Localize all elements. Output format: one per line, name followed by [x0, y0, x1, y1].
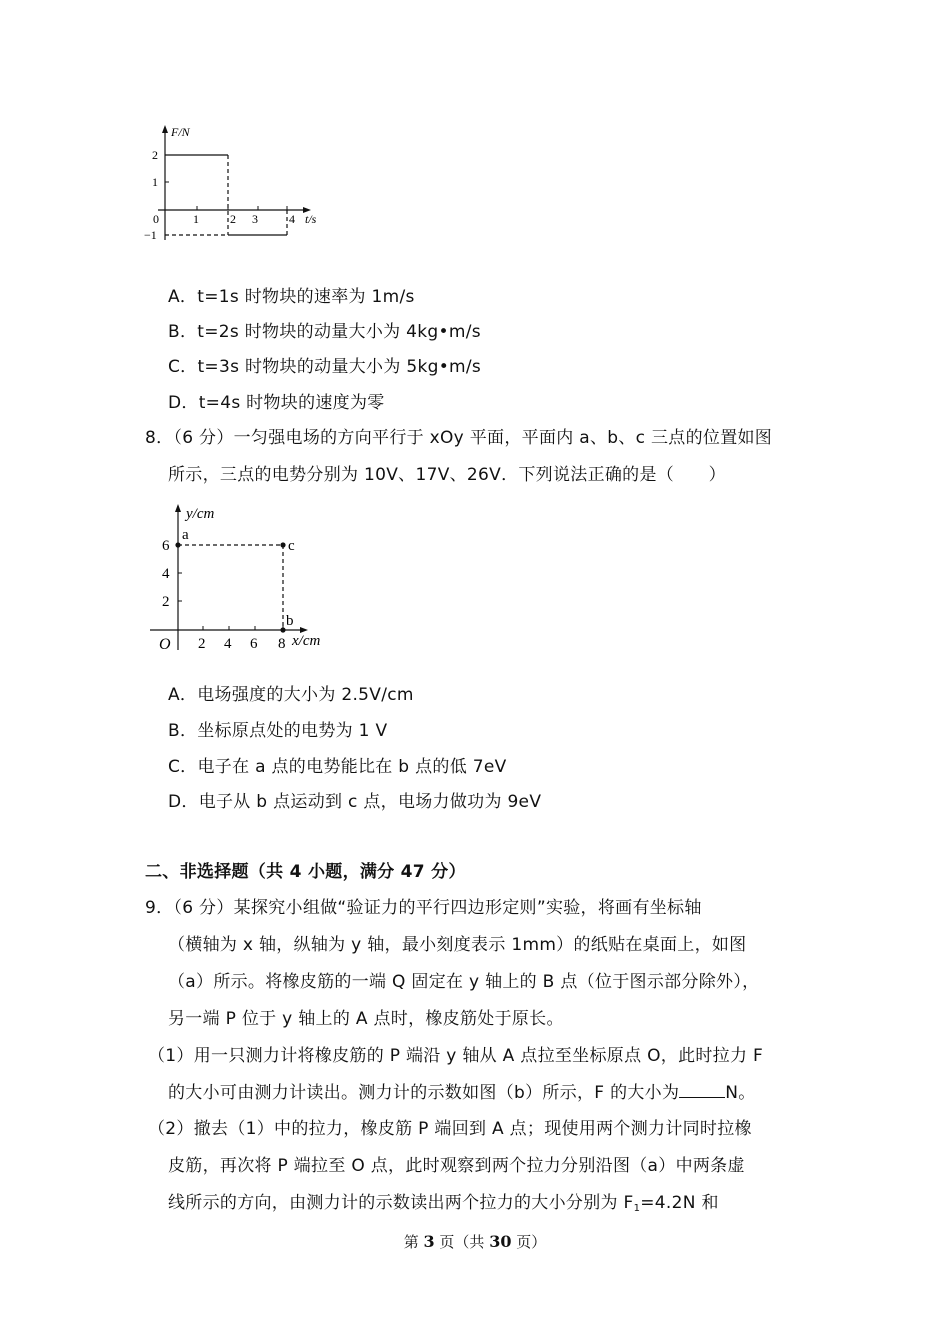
q8-stem-line2: 所示，三点的电势分别为 10V、17V、26V．下列说法正确的是（ ） — [168, 465, 726, 485]
y-tick-label: 2 — [162, 594, 170, 610]
x-tick-label: 4 — [224, 636, 232, 652]
x-tick-label: 1 — [193, 212, 199, 226]
origin-label: 0 — [153, 212, 159, 226]
q8-option-c: C．电子在 a 点的电势能比在 b 点的低 7eV — [168, 757, 507, 777]
point-c-label: c — [288, 538, 295, 554]
force-time-graph — [140, 122, 340, 247]
q9-stem-line1: 9．（6 分）某探究小组做“验证力的平行四边形定则”实验，将画有坐标轴 — [145, 898, 702, 918]
y-axis-arrow — [162, 125, 168, 133]
x-tick-label: 4 — [289, 212, 295, 226]
footer-pre: 第 — [403, 1233, 424, 1251]
q9-stem-line2: （横轴为 x 轴，纵轴为 y 轴，最小刻度表示 1mm）的纸贴在桌面上，如图 — [168, 935, 747, 955]
page-number: 3 — [423, 1232, 435, 1251]
q7-option-a: A．t=1s 时物块的速率为 1m/s — [168, 287, 415, 307]
y-tick-label: 6 — [162, 538, 170, 554]
x-tick-label: 2 — [230, 212, 236, 226]
x-axis-label: x/cm — [292, 633, 321, 649]
y-tick-label: −1 — [144, 228, 157, 242]
q9-part2-text: 线所示的方向，由测力计的示数读出两个拉力的大小分别为 F — [168, 1193, 634, 1213]
x-tick-label: 2 — [198, 636, 206, 652]
total-pages: 30 — [489, 1232, 512, 1251]
x-axis-label: t/s — [305, 212, 317, 226]
y-tick-label: 2 — [152, 148, 158, 162]
q7-option-d: D．t=4s 时物块的速度为零 — [168, 393, 385, 413]
q9-part1-line1: （1）用一只测力计将橡皮筋的 P 端沿 y 轴从 A 点拉至坐标原点 O，此时拉力 F — [148, 1046, 764, 1066]
point-b — [280, 627, 285, 632]
q8-option-b: B．坐标原点处的电势为 1 V — [168, 721, 388, 741]
footer-mid: 页（共 — [434, 1233, 490, 1251]
point-a-label: a — [182, 527, 189, 543]
q9-part1-text: 的大小可由测力计读出。测力计的示数如图（b）所示，F 的大小为 — [168, 1083, 680, 1103]
q9-part1-line2 — [168, 1082, 756, 1103]
answer-blank[interactable] — [679, 1082, 725, 1098]
x-tick-label: 6 — [250, 636, 258, 652]
q9-part1-unit: N。 — [725, 1083, 756, 1103]
y-tick-label: 4 — [162, 566, 170, 582]
y-axis-arrow — [175, 504, 181, 512]
q9-stem-line3: （a）所示。将橡皮筋的一端 Q 固定在 y 轴上的 B 点（位于图示部分除外）， — [168, 972, 760, 992]
q9-part2-text-end: =4.2N 和 — [640, 1193, 719, 1213]
x-tick-label: 8 — [278, 636, 286, 652]
subscript: 1 — [633, 1203, 641, 1214]
q9-part2-line1: （2）撤去（1）中的拉力，橡皮筋 P 端回到 A 点；现使用两个测力计同时拉橡 — [148, 1119, 752, 1139]
q9-part2-line3 — [168, 1193, 719, 1219]
y-axis-label: y/cm — [186, 506, 215, 522]
page-footer — [0, 1231, 950, 1252]
q7-option-b: B．t=2s 时物块的动量大小为 4kg•m/s — [168, 322, 481, 342]
y-axis-label: F/N — [171, 125, 190, 139]
q8-stem-line1: 8．（6 分）一匀强电场的方向平行于 xOy 平面，平面内 a、b、c 三点的位置如图 — [145, 428, 773, 448]
x-tick-label: 3 — [252, 212, 258, 226]
q7-option-c: C．t=3s 时物块的动量大小为 5kg•m/s — [168, 357, 482, 377]
point-b-label: b — [286, 613, 294, 629]
q9-stem-line4: 另一端 P 位于 y 轴上的 A 点时，橡皮筋处于原长。 — [168, 1009, 564, 1029]
origin-label: O — [159, 636, 171, 653]
footer-post: 页） — [511, 1233, 547, 1251]
q8-option-a: A．电场强度的大小为 2.5V/cm — [168, 685, 414, 705]
q9-part2-line2: 皮筋，再次将 P 端拉至 O 点，此时观察到两个拉力分别沿图（a）中两条虚 — [168, 1156, 745, 1176]
point-a — [175, 542, 180, 547]
y-tick-label: 1 — [152, 175, 158, 189]
point-c — [280, 542, 285, 547]
section-heading: 二、非选择题（共 4 小题，满分 47 分） — [145, 862, 466, 882]
q8-option-d: D．电子从 b 点运动到 c 点，电场力做功为 9eV — [168, 792, 542, 812]
coordinate-figure — [145, 500, 345, 660]
